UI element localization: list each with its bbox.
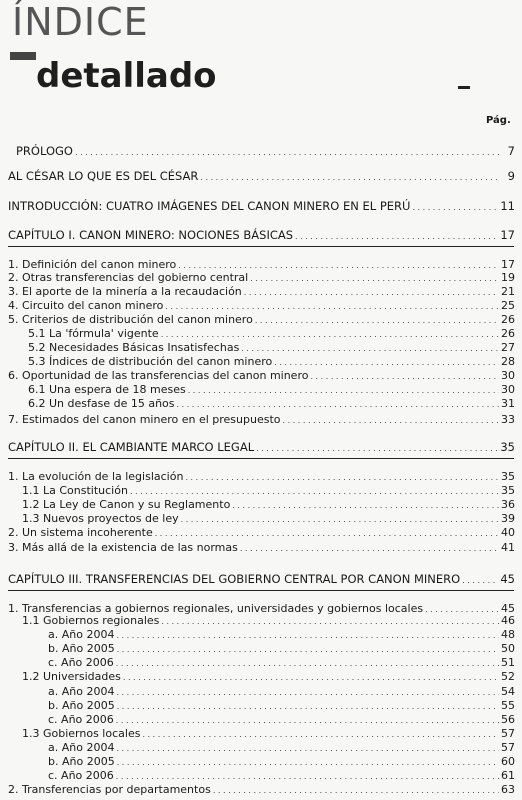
page-column-label: Pág. bbox=[486, 115, 511, 126]
toc-entry-page: 28 bbox=[501, 355, 515, 368]
dot-leader bbox=[123, 670, 499, 684]
toc-entry-page: 50 bbox=[501, 642, 515, 655]
toc-entry-title: 1.2 Universidades bbox=[22, 670, 121, 683]
toc-entry-title: PRÓLOGO bbox=[16, 144, 73, 158]
toc-entry bbox=[0, 755, 515, 769]
dot-leader bbox=[295, 229, 498, 243]
toc-entry-page: 40 bbox=[501, 526, 515, 539]
toc-entry bbox=[0, 271, 515, 285]
toc-entry-page: 57 bbox=[501, 727, 515, 740]
toc-entry bbox=[0, 484, 515, 498]
toc-entry-page: 9 bbox=[507, 169, 515, 183]
toc-entry bbox=[0, 656, 515, 670]
toc-entry-title: 3. El aporte de la minería a la recaudación bbox=[8, 285, 242, 298]
chapter-divider bbox=[8, 458, 514, 459]
dot-leader bbox=[117, 699, 499, 713]
toc-entry bbox=[0, 628, 515, 642]
toc-entry-page: 7 bbox=[507, 144, 515, 158]
toc-entry-title: 5.3 Índices de distribución del canon minero bbox=[28, 355, 273, 368]
dot-leader bbox=[412, 200, 498, 214]
dot-leader bbox=[116, 685, 499, 699]
index-title-main: detallado bbox=[36, 56, 217, 96]
toc-entry bbox=[0, 313, 515, 327]
dot-leader bbox=[161, 327, 499, 341]
toc-entry-title: 1.1 Gobiernos regionales bbox=[22, 614, 160, 627]
dot-leader bbox=[161, 614, 499, 628]
toc-entry bbox=[0, 200, 515, 214]
toc-entry-title: b. Año 2005 bbox=[48, 642, 115, 655]
dot-leader bbox=[250, 271, 499, 285]
toc-entry-title: c. Año 2006 bbox=[48, 713, 114, 726]
dot-leader bbox=[116, 656, 499, 670]
toc-entry-page: 45 bbox=[500, 572, 515, 586]
toc-entry-page: 55 bbox=[501, 699, 515, 712]
toc-entry bbox=[0, 341, 515, 355]
toc-entry-title: 3. Más allá de la existencia de las normas bbox=[8, 541, 238, 554]
dot-leader bbox=[181, 512, 499, 526]
toc-entry-title: a. Año 2004 bbox=[48, 741, 115, 754]
toc-entry-title: 6.2 Un desfase de 15 años bbox=[28, 397, 175, 410]
toc-entry bbox=[0, 614, 515, 628]
toc-entry-title: 1. La evolución de la legislación bbox=[8, 470, 184, 483]
toc-entry-title: 1.3 Nuevos proyectos de ley bbox=[22, 512, 179, 525]
toc-entry-page: 30 bbox=[501, 369, 515, 382]
toc-entry bbox=[0, 670, 515, 684]
toc-entry-title: 1.1 La Constitución bbox=[22, 484, 128, 497]
toc-entry bbox=[0, 285, 515, 299]
toc-entry-title: INTRODUCCIÓN: CUATRO IMÁGENES DEL CANON MINERO EN EL PERÚ bbox=[8, 199, 411, 213]
dot-leader bbox=[256, 441, 498, 455]
toc-entry-page: 39 bbox=[501, 512, 515, 525]
toc-entry-page: 17 bbox=[501, 258, 515, 271]
toc-entry bbox=[0, 699, 515, 713]
dot-leader bbox=[241, 341, 499, 355]
toc-entry-title: 5.1 La 'fórmula' vigente bbox=[28, 327, 159, 340]
toc-entry-title: CAPÍTULO I. CANON MINERO: NOCIONES BÁSICAS bbox=[8, 228, 294, 242]
toc-entry-page: 36 bbox=[501, 498, 515, 511]
dot-leader bbox=[274, 355, 499, 369]
toc-entry-title: CAPÍTULO III. TRANSFERENCIAS DEL GOBIERNO CENTRAL POR CANON MINERO bbox=[8, 572, 461, 586]
toc-entry-page: 17 bbox=[500, 228, 515, 242]
dot-leader bbox=[283, 413, 499, 427]
toc-entry-title: c. Año 2006 bbox=[48, 656, 114, 669]
toc-entry bbox=[0, 441, 515, 455]
toc-entry-page: 19 bbox=[501, 271, 515, 284]
toc-entry bbox=[0, 573, 515, 587]
dot-leader bbox=[232, 498, 499, 512]
toc-entry bbox=[0, 727, 515, 741]
toc-entry-title: c. Año 2006 bbox=[48, 769, 114, 782]
toc-entry-title: 2. Transferencias por departamentos bbox=[8, 783, 211, 796]
toc-entry bbox=[0, 170, 515, 184]
toc-entry bbox=[0, 258, 515, 272]
toc-entry bbox=[0, 741, 515, 755]
dot-leader bbox=[240, 541, 499, 555]
toc-entry-page: 57 bbox=[501, 741, 515, 754]
dot-leader bbox=[200, 170, 499, 184]
dot-leader bbox=[165, 299, 499, 313]
toc-entry-page: 60 bbox=[501, 755, 515, 768]
toc-entry bbox=[0, 526, 515, 540]
toc-entry-page: 51 bbox=[501, 656, 515, 669]
dot-leader bbox=[185, 470, 499, 484]
toc-entry bbox=[0, 470, 515, 484]
toc-entry-page: 45 bbox=[501, 602, 515, 615]
toc-entry-title: a. Año 2004 bbox=[48, 628, 115, 641]
toc-entry-page: 26 bbox=[501, 313, 515, 326]
dot-leader bbox=[116, 713, 499, 727]
dot-leader bbox=[117, 755, 499, 769]
toc-entry-title: 4. Circuito del canon minero bbox=[8, 299, 164, 312]
dot-leader bbox=[117, 642, 499, 656]
toc-entry bbox=[0, 383, 515, 397]
toc-entry bbox=[0, 369, 515, 383]
toc-entry-title: 6.1 Una espera de 18 meses bbox=[28, 383, 186, 396]
toc-entry bbox=[0, 541, 515, 555]
toc-entry bbox=[0, 327, 515, 341]
toc-entry-title: 1. Transferencias a gobiernos regionales, universidades y gobiernos locales bbox=[8, 602, 424, 615]
toc-entry-page: 46 bbox=[501, 614, 515, 627]
toc-entry-title: b. Año 2005 bbox=[48, 699, 115, 712]
toc-entry-title: 7. Estimados del canon minero en el presupuesto bbox=[8, 413, 281, 426]
toc-entry-page: 21 bbox=[501, 285, 515, 298]
toc-entry bbox=[0, 397, 515, 411]
toc-entry-title: 5.2 Necesidades Básicas Insatisfechas bbox=[28, 341, 240, 354]
toc-entry bbox=[0, 642, 515, 656]
toc-entry-title: AL CÉSAR LO QUE ES DEL CÉSAR bbox=[8, 169, 199, 183]
toc-entry-page: 52 bbox=[501, 670, 515, 683]
dot-leader bbox=[116, 628, 499, 642]
toc-entry-title: 6. Oportunidad de las transferencias del canon minero bbox=[8, 369, 309, 382]
dot-leader bbox=[155, 526, 499, 540]
toc-entry-page: 30 bbox=[501, 383, 515, 396]
toc-entry bbox=[0, 685, 515, 699]
dot-leader bbox=[177, 397, 499, 411]
toc-entry bbox=[0, 769, 515, 783]
toc-entry-page: 27 bbox=[501, 341, 515, 354]
toc-entry-title: 5. Criterios de distribución del canon minero bbox=[8, 313, 253, 326]
toc-entry-title: a. Año 2004 bbox=[48, 685, 115, 698]
toc-entry bbox=[0, 498, 515, 512]
toc-entry-page: 31 bbox=[501, 397, 515, 410]
toc-entry-title: CAPÍTULO II. EL CAMBIANTE MARCO LEGAL bbox=[8, 440, 255, 454]
toc-entry-page: 56 bbox=[501, 713, 515, 726]
dot-leader bbox=[116, 769, 499, 783]
toc-entry bbox=[0, 512, 515, 526]
toc-entry-title: 1.3 Gobiernos locales bbox=[22, 727, 141, 740]
toc-entry-title: 2. Otras transferencias del gobierno central bbox=[8, 271, 249, 284]
dot-leader bbox=[462, 573, 498, 587]
toc-entry-page: 61 bbox=[501, 769, 515, 782]
toc-entry-page: 25 bbox=[501, 299, 515, 312]
toc-entry-page: 33 bbox=[501, 413, 515, 426]
dot-leader bbox=[213, 783, 499, 797]
toc-entry bbox=[0, 145, 515, 159]
toc-entry-page: 63 bbox=[501, 783, 515, 796]
toc-entry-page: 35 bbox=[500, 440, 515, 454]
dot-leader bbox=[244, 285, 499, 299]
toc-entry-title: 1.2 La Ley de Canon y su Reglamento bbox=[22, 498, 231, 511]
dot-leader bbox=[142, 727, 499, 741]
toc-entry-page: 11 bbox=[500, 199, 515, 213]
toc-entry-page: 48 bbox=[501, 628, 515, 641]
toc-entry bbox=[0, 783, 515, 797]
toc-entry-title: 2. Un sistema incoherente bbox=[8, 526, 153, 539]
toc-entry bbox=[0, 229, 515, 243]
toc-entry-page: 35 bbox=[501, 484, 515, 497]
dot-leader bbox=[116, 741, 499, 755]
toc-entry bbox=[0, 355, 515, 369]
dot-leader bbox=[130, 484, 499, 498]
toc-entry-page: 41 bbox=[501, 541, 515, 554]
toc-entry-page: 26 bbox=[501, 327, 515, 340]
dot-leader bbox=[178, 258, 499, 272]
toc-entry-title: b. Año 2005 bbox=[48, 755, 115, 768]
toc-entry-page: 54 bbox=[501, 685, 515, 698]
toc-entry-title: 1. Definición del canon minero bbox=[8, 258, 177, 271]
dot-leader bbox=[255, 313, 499, 327]
toc-entry bbox=[0, 413, 515, 427]
dot-leader bbox=[188, 383, 499, 397]
index-title-top: ÍNDICE bbox=[12, 0, 149, 44]
dot-leader bbox=[75, 145, 499, 159]
toc-entry bbox=[0, 299, 515, 313]
chapter-divider bbox=[8, 590, 514, 591]
chapter-divider bbox=[8, 246, 514, 247]
toc-entry-page: 35 bbox=[501, 470, 515, 483]
dot-leader bbox=[310, 369, 499, 383]
toc-entry bbox=[0, 713, 515, 727]
